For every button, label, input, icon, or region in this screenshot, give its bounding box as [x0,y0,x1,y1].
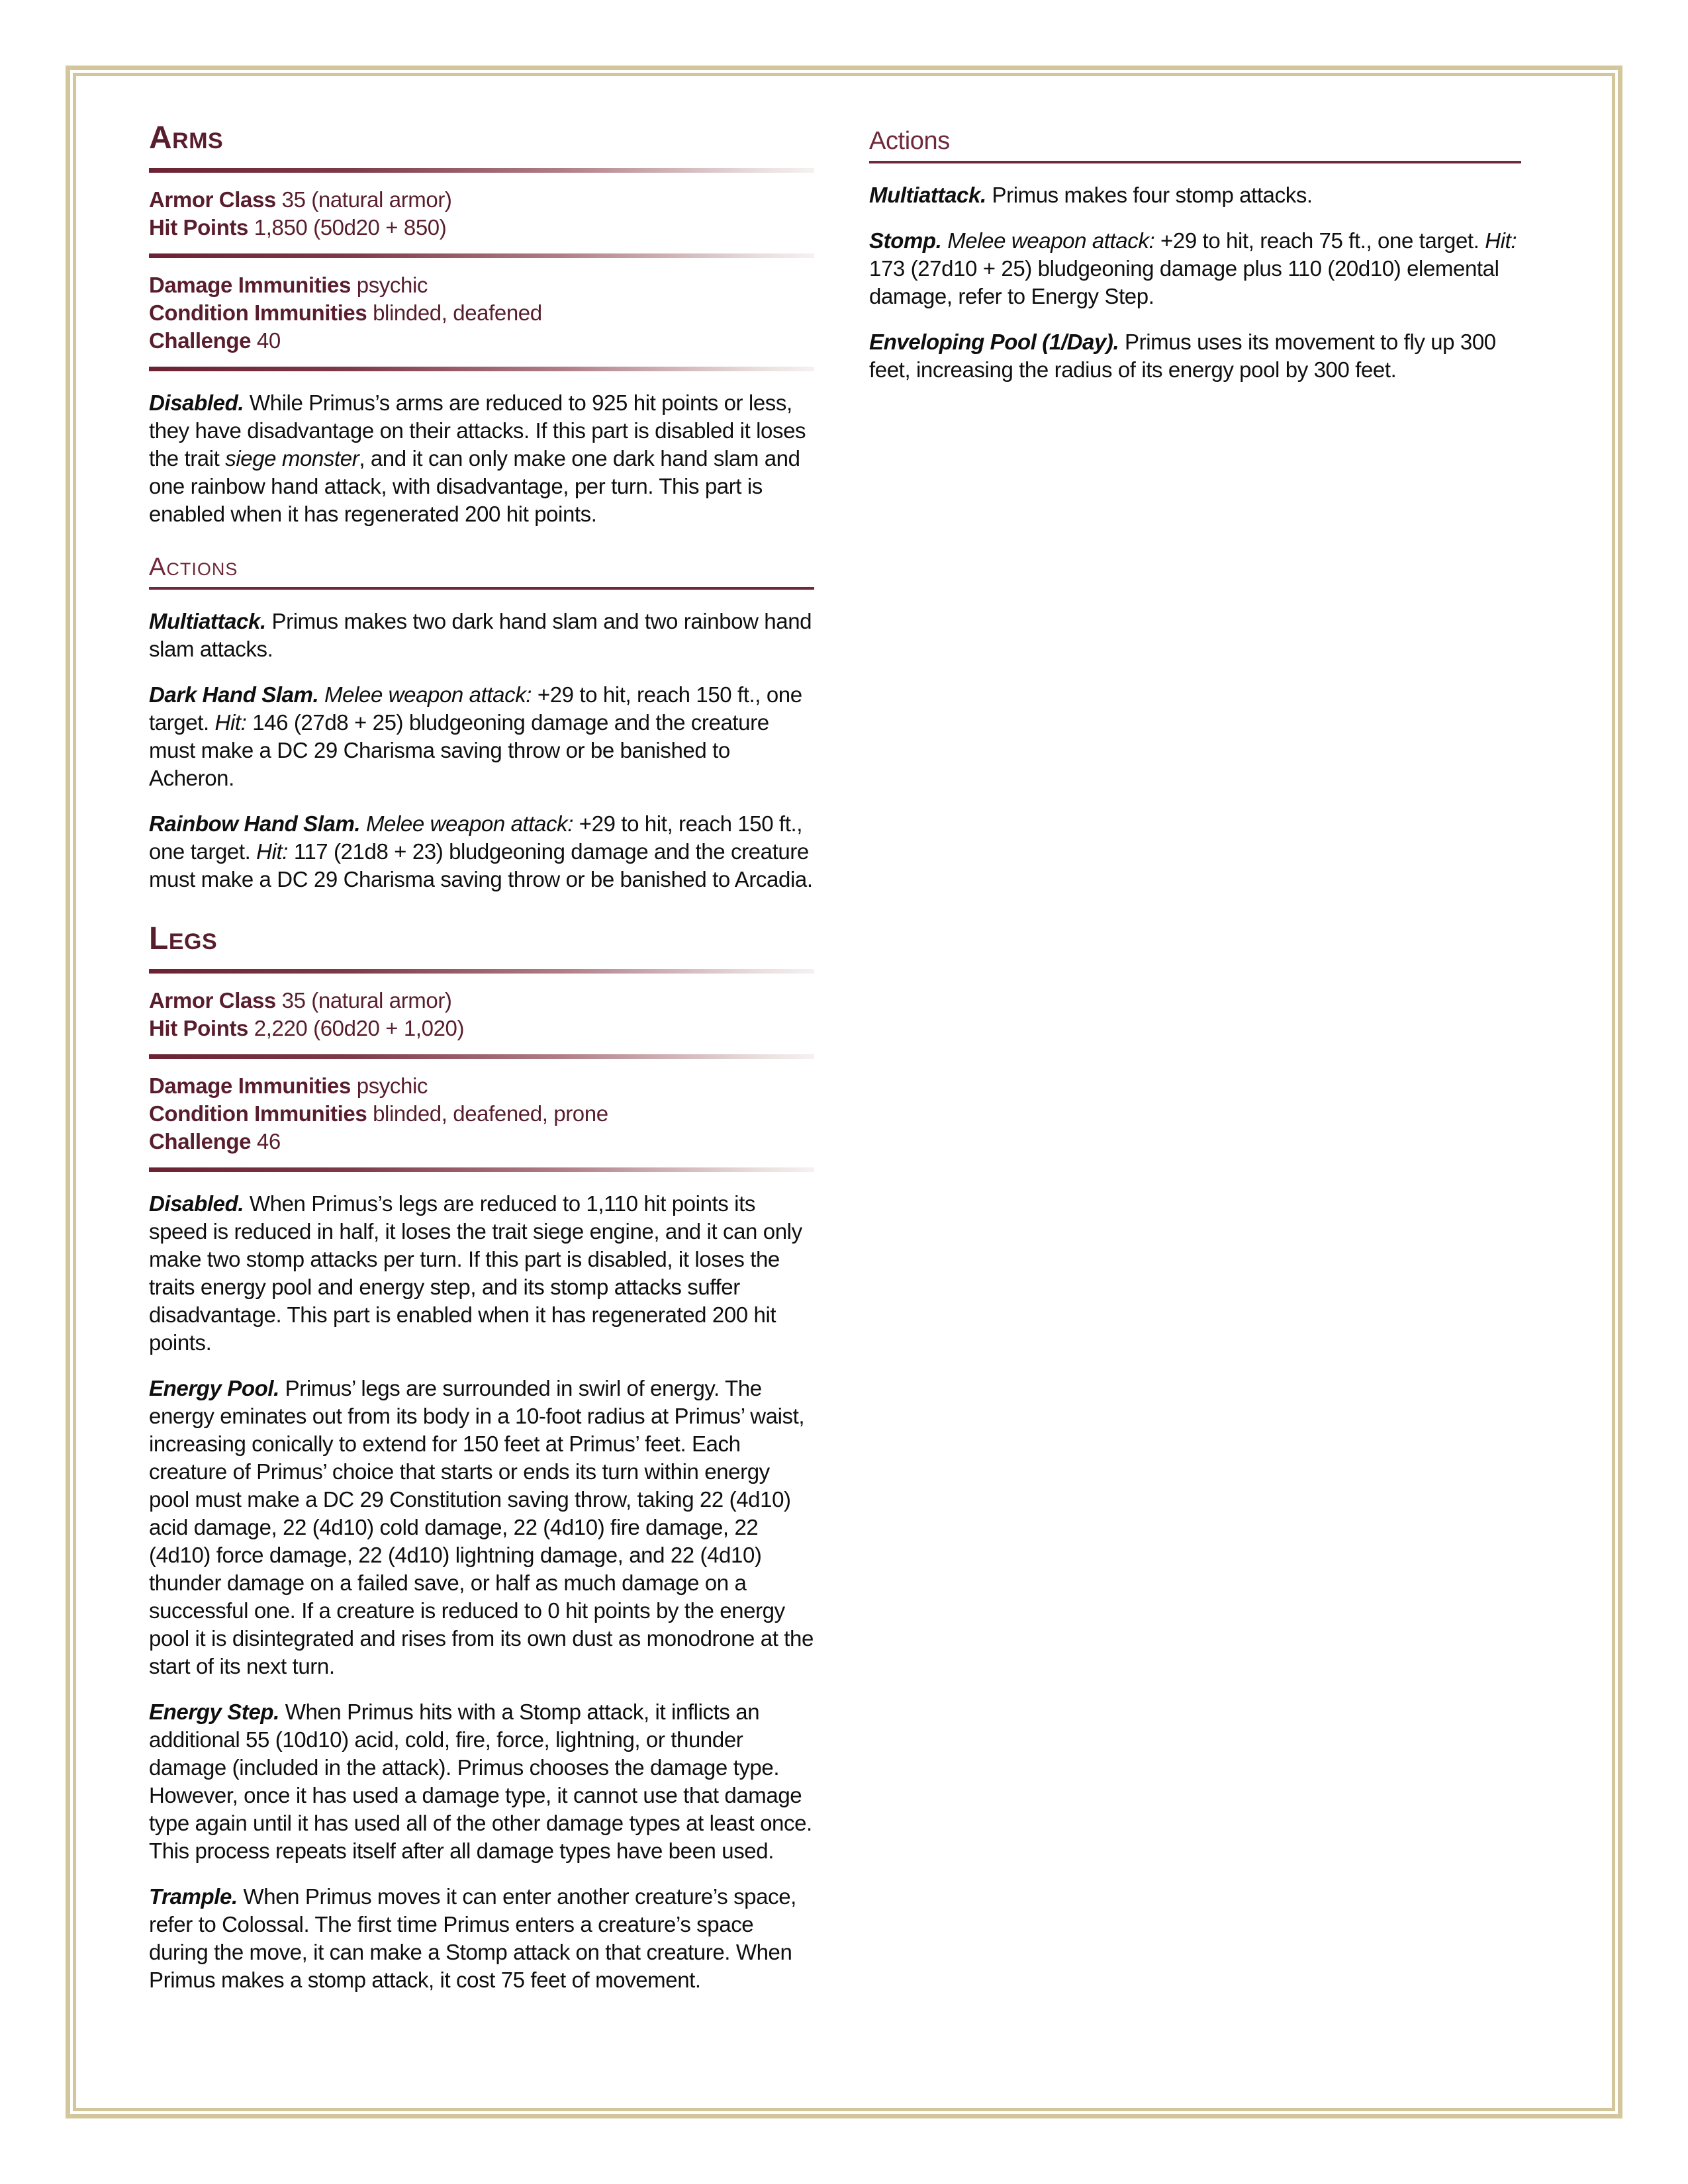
text-run: Primus makes four stomp attacks. [986,183,1313,207]
text-run: Energy Pool. [149,1376,279,1400]
paragraph-multiattack [869,181,1521,209]
text-run: Melee weapon attack: [941,228,1155,253]
stat-label: Hit Points [149,1016,248,1040]
paragraph-energy-pool [149,1375,814,1680]
divider-rule [149,1167,814,1172]
text-run: When Primus hits with a Stomp attack, it inflicts an additional 55 (10d10) acid, cold, fire, force, lightning, or thunder damage (included in the attack). Primus chooses the damage type. However, once it has used a damage type, it cannot use that damage type again until it has used all of the other damage types at least once. This process repeats itself after all damage types have been used. [149,1700,812,1863]
text-run: , and it can only make one dark hand slam and one rainbow hand attack, with disadvantage, per turn. This part is enabled when it has regenerated 200 hit points. [149,446,800,526]
paragraph-enveloping-pool-1-day [869,328,1521,384]
stat-value: 46 [256,1129,281,1154]
stat-label: Challenge [149,1129,252,1154]
text-run: When Primus’s legs are reduced to 1,110 hit points its speed is reduced in half, it loses the trait siege engine, and it can only make two stomp attacks per turn. If this part is disabled, it loses the traits energy pool and energy step, and its stomp attacks suffer disadvantage. This part is enabled when it has regenerated 200 hit points. [149,1191,802,1355]
stat-label: Armor Class [149,187,276,212]
paragraph-dark-hand-slam [149,681,814,792]
text-run: Disabled. [149,390,244,415]
stat-line [149,1100,814,1128]
paragraph-rainbow-hand-slam [149,810,814,893]
text-run: Multiattack. [149,609,266,633]
stat-value: psychic [356,1073,428,1098]
stat-line [149,987,814,1015]
paragraph-trample [149,1883,814,1994]
divider-rule [149,1054,814,1059]
text-run: Trample. [149,1884,238,1909]
text-run: While Primus’s arms are reduced to 925 hit points or less, they have disadvantage on their attacks. If this part is disabled it loses the trait [149,390,806,471]
text-run: Energy Step. [149,1700,279,1724]
text-run: Disabled. [149,1191,244,1216]
stat-line [149,214,814,242]
stat-label: Condition Immunities [149,1101,367,1126]
section-title-legs: Legs [149,921,218,956]
stat-label: Damage Immunities [149,1073,351,1098]
stat-value: 40 [256,328,281,353]
text-run: Multiattack. [869,183,986,207]
text-run: +29 to hit, reach 150 ft., one target. [149,811,802,864]
stat-line [149,299,814,327]
text-run: Primus makes two dark hand slam and two rainbow hand slam attacks. [149,609,812,661]
divider-rule [149,253,814,258]
paragraph-stomp [869,227,1521,310]
paragraph-disabled [149,1190,814,1357]
stat-line [149,1128,814,1156]
subheading-actions: Actions [149,552,814,590]
text-run: When Primus moves it can enter another creature’s space, refer to Colossal. The first time Primus enters a creature’s space during the move, it can make a Stomp attack on that creature. When Primus makes a stomp attack, it cost 75 feet of movement. [149,1884,796,1992]
stat-label: Hit Points [149,215,248,240]
stat-value: 2,220 (60d20 + 1,020) [254,1016,465,1040]
stat-value: blinded, deafened, prone [373,1101,608,1126]
stat-block [149,987,814,1042]
stat-label: Armor Class [149,988,276,1013]
right-column [869,126,1521,384]
stat-label: Challenge [149,328,252,353]
stat-label: Condition Immunities [149,300,367,325]
text-run: Melee weapon attack: [318,682,532,707]
text-run: 117 (21d8 + 23) bludgeoning damage and the creature must make a DC 29 Charisma saving throw or be banished to Arcadia. [149,839,813,891]
stat-line [149,327,814,355]
stat-block [149,186,814,242]
text-run: Hit: [256,839,289,864]
divider-rule [149,367,814,371]
section-title-arms: Arms [149,120,224,156]
text-run: Primus uses its movement to fly up 300 feet, increasing the radius of its energy pool by 300 feet. [869,330,1496,382]
divider-rule [149,969,814,974]
text-run: 146 (27d8 + 25) bludgeoning damage and the creature must make a DC 29 Charisma saving throw or be banished to Acheron. [149,710,769,790]
stat-line [149,1015,814,1042]
stat-line [149,271,814,299]
text-run: +29 to hit, reach 75 ft., one target. [1154,228,1485,253]
subheading-actions: Actions [869,126,1521,163]
stat-value: 35 (natural armor) [281,187,452,212]
stat-value: psychic [356,273,428,297]
stat-value: 35 (natural armor) [281,988,452,1013]
stat-block [149,1072,814,1156]
stat-line [149,1072,814,1100]
stat-value: 1,850 (50d20 + 850) [254,215,447,240]
text-run: Stomp. [869,228,942,253]
stat-value: blinded, deafened [373,300,542,325]
text-run: siege monster [225,446,359,471]
stat-line [149,186,814,214]
stat-label: Damage Immunities [149,273,351,297]
text-run: Hit: [214,710,247,735]
text-run: 173 (27d10 + 25) bludgeoning damage plus 110 (20d10) elemental damage, refer to Energy Step. [869,256,1499,308]
left-column [149,120,814,1994]
text-run: Enveloping Pool (1/Day). [869,330,1119,354]
text-run: +29 to hit, reach 150 ft., one target. [149,682,802,735]
text-run: Dark Hand Slam. [149,682,319,707]
text-run: Hit: [1485,228,1517,253]
divider-rule [149,168,814,173]
paragraph-energy-step [149,1698,814,1865]
text-run: Melee weapon attack: [360,811,573,836]
text-run: Rainbow Hand Slam. [149,811,361,836]
text-run: Primus’ legs are surrounded in swirl of energy. The energy eminates out from its body in a 10-foot radius at Primus’ waist, increasing conically to extend for 150 feet at Primus’ feet. Each creature of Primus’ choice that starts or ends its turn within energy pool must make a DC 29 Constitution saving throw, taking 22 (4d10) acid damage, 22 (4d10) cold damage, 22 (4d10) fire damage, 22 (4d10) force damage, 22 (4d10) lightning damage, and 22 (4d10) thunder damage on a failed save, or half as much damage on a successful one. If a creature is reduced to 0 hit points by the energy pool it is disintegrated and rises from its own dust as monodrone at the start of its next turn. [149,1376,814,1678]
stat-block [149,271,814,355]
paragraph-multiattack [149,608,814,663]
paragraph-disabled [149,389,814,528]
